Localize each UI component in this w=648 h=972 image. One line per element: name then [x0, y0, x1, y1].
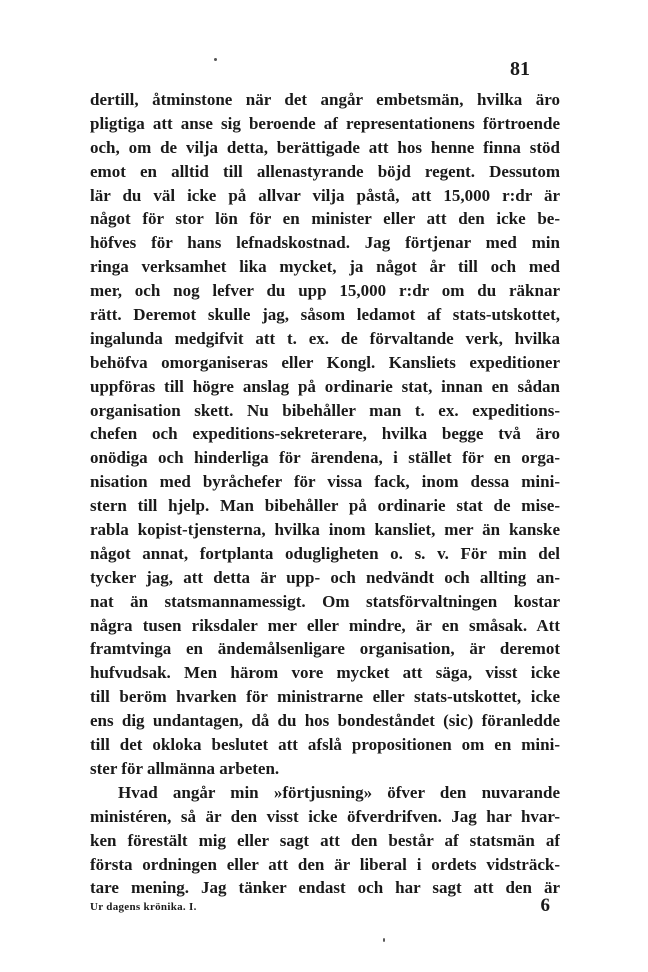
text-line: nisation med byråchefer för vissa fack, inom dessa mini- [90, 472, 560, 492]
text-line: ingalunda medgifvit att t. ex. de förvaltande verk, hvilka [90, 328, 560, 348]
text-line: mer, och nog lefver du upp 15,000 r:dr om du räknar [90, 281, 560, 301]
text-line: emot en alltid till allenastyrande böjd regent. Dessutom [90, 161, 560, 181]
text-line: pligtiga att anse sig beroende af representationens förtroende [90, 113, 560, 133]
page-footer [90, 895, 560, 923]
paragraph-end-line: ster för allmänna arbeten. [90, 758, 280, 778]
print-speck [214, 58, 217, 61]
signature-mark: Ur dagens krönika. I. [90, 901, 197, 913]
sheet-number: 6 [540, 895, 550, 916]
print-speck [383, 938, 385, 942]
text-line: dertill, åtminstone när det angår embetsmän, hvilka äro [90, 90, 560, 109]
paragraph-start-line: Hvad angår min »förtjusning» öfver den nuvarande [118, 782, 560, 802]
text-line: och, om de vilja detta, berättigade att hos henne finna stöd [90, 137, 560, 157]
text-line: onödiga och hinderliga för ärendena, i stället för en orga- [90, 448, 560, 468]
text-line: ringa verksamhet lika mycket, ja något år till och med [90, 257, 560, 277]
text-line: första ordningen eller att den är liberal i ordets vidsträck- [90, 854, 560, 874]
text-line: höfves för hans lefnadskostnad. Jag förtjenar med min [90, 233, 560, 253]
text-line: framtvinga en ändemålsenligare organisation, är deremot [90, 639, 560, 659]
text-line: behöfva omorganiseras eller Kongl. Kansliets expeditioner [90, 352, 560, 372]
text-line: stern till hjelp. Man bibehåller på ordinarie stat de mise- [90, 496, 560, 516]
text-line: tare mening. Jag tänker endast och har sagt att den är [90, 878, 560, 898]
text-line: hufvudsak. Men härom vore mycket att säga, visst icke [90, 663, 560, 683]
text-line: organisation skett. Nu bibehåller man t. ex. expeditions- [90, 400, 560, 420]
text-line: uppföras till högre anslag på ordinarie stat, innan en sådan [90, 376, 560, 396]
text-line: rätt. Deremot skulle jag, såsom ledamot af stats-utskottet, [90, 305, 560, 325]
body-text [90, 88, 560, 900]
text-line: något annat, fortplanta odugligheten o. s. v. För min del [90, 543, 560, 563]
text-line: några tusen riksdaler mer eller mindre, är en småsak. Att [90, 615, 560, 635]
text-line: ken förestält mig eller sagt att den består af statsmän af [90, 830, 560, 850]
text-line: till beröm hvarken för ministrarne eller stats-utskottet, icke [90, 687, 560, 707]
text-line: något för stor lön för en minister eller att den icke be- [90, 209, 560, 229]
text-line: chefen och expeditions-sekreterare, hvilka begge två äro [90, 424, 560, 444]
text-line: rabla kopist-tjensterna, hvilka inom kansliet, mer än kanske [90, 520, 560, 540]
text-line: lär du väl icke på allvar vilja påstå, att 15,000 r:dr är [90, 185, 560, 205]
text-line: tycker jag, att detta är upp- och nedvändt och allting an- [90, 567, 560, 587]
page-number: 81 [510, 58, 530, 80]
text-line: till det okloka beslutet att afslå propositionen om en mini- [90, 735, 560, 755]
text-line: ministéren, så är den visst icke öfverdrifven. Jag har hvar- [90, 806, 560, 826]
text-line: nat än statsmannamessigt. Om statsförvaltningen kostar [90, 591, 560, 611]
text-line: ens dig undantagen, då du hos bondeståndet (sic) föranledde [90, 711, 560, 731]
